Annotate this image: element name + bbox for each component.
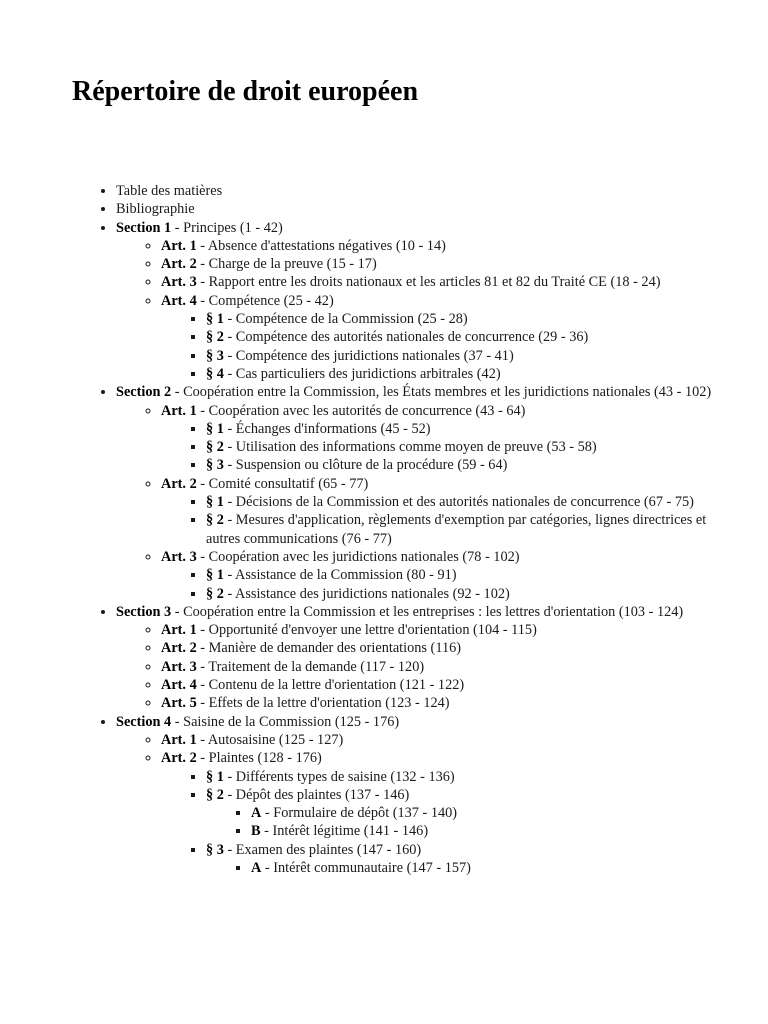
toc-sublist [116, 237, 736, 383]
toc-item-text: - Suspension ou clôture de la procédure (59 - 64) [223, 457, 508, 474]
toc-item-text: - Différents types de saisine (132 - 136) [223, 768, 455, 785]
toc-item-text: - Mesures d'application, règlements d'exemption par catégories, lignes directrices et autres communications (76 - 77) [206, 512, 707, 547]
toc-item-label: § 1 [206, 420, 224, 437]
toc-item[interactable] [161, 292, 736, 383]
toc-item[interactable] [116, 603, 736, 713]
toc-item[interactable] [116, 219, 736, 384]
toc-item-label: Art. 2 [161, 640, 197, 657]
toc-item[interactable] [206, 566, 736, 584]
page-title: Répertoire de droit européen [72, 76, 419, 107]
toc-item-label: Art. 3 [161, 548, 197, 565]
toc-item[interactable] [161, 402, 736, 475]
toc-item[interactable] [161, 548, 736, 603]
toc-item-text: - Absence d'attestations négatives (10 - 14) [196, 237, 446, 254]
toc-item-label: Art. 4 [161, 292, 197, 309]
toc-item-label: Art. 1 [161, 622, 197, 639]
toc-item[interactable] [206, 511, 736, 548]
toc-item-label: Art. 2 [161, 750, 197, 767]
toc-item-label: § 3 [206, 347, 224, 364]
toc-item[interactable] [206, 365, 736, 383]
toc-item-text: - Principes (1 - 42) [171, 219, 283, 236]
toc-item[interactable] [206, 768, 736, 786]
toc-sublist [206, 859, 736, 877]
toc-item[interactable] [206, 310, 736, 328]
toc-item-label: § 2 [206, 585, 224, 602]
toc-item-label: § 2 [206, 512, 224, 529]
toc-item-text: - Saisine de la Commission (125 - 176) [171, 713, 400, 730]
toc-item[interactable] [206, 841, 736, 878]
toc-item[interactable] [116, 182, 736, 200]
toc-sublist [116, 621, 736, 712]
toc-item[interactable] [206, 420, 736, 438]
toc-item-text: - Coopération avec les autorités de concurrence (43 - 64) [196, 402, 526, 419]
toc-item[interactable] [206, 438, 736, 456]
toc-item[interactable] [161, 475, 736, 548]
toc-item-text: - Formulaire de dépôt (137 - 140) [261, 805, 458, 822]
toc-item-label: Art. 1 [161, 237, 197, 254]
toc-sublist [161, 566, 736, 603]
toc-item[interactable] [161, 273, 736, 291]
toc-item-label: Section 1 [116, 219, 172, 236]
toc-item-text: Table des matières [116, 183, 223, 199]
toc-item-label: Art. 3 [161, 658, 197, 675]
toc-item[interactable] [206, 456, 736, 474]
toc-item-text: - Coopération entre la Commission, les États membres et les juridictions nationales (43 - 102) [171, 384, 712, 401]
toc-item-label: A [251, 805, 262, 822]
toc-item-label: Section 4 [116, 713, 172, 730]
toc-item-text: - Compétence (25 - 42) [196, 292, 334, 309]
toc-item[interactable] [206, 328, 736, 346]
toc-item-label: § 4 [206, 365, 224, 382]
toc-item[interactable] [161, 658, 736, 676]
toc-sublist [161, 493, 736, 548]
toc-item-text: - Opportunité d'envoyer une lettre d'orientation (104 - 115) [196, 622, 537, 639]
toc-item[interactable] [116, 200, 736, 218]
toc-item-text: - Charge de la preuve (15 - 17) [196, 256, 377, 273]
toc-item-text: - Dépôt des plaintes (137 - 146) [223, 786, 410, 803]
toc-item-label: § 1 [206, 311, 224, 328]
toc-item-text: - Intérêt légitime (141 - 146) [260, 823, 429, 840]
toc-item-text: - Compétence de la Commission (25 - 28) [223, 311, 468, 328]
toc-item[interactable] [206, 786, 736, 841]
toc-item[interactable] [161, 621, 736, 639]
toc-item[interactable] [206, 493, 736, 511]
toc-item[interactable] [206, 347, 736, 365]
toc-item[interactable] [161, 237, 736, 255]
toc-item-text: - Effets de la lettre d'orientation (123 - 124) [196, 695, 450, 712]
toc-item-label: B [251, 823, 261, 840]
toc-item-text: - Coopération avec les juridictions nationales (78 - 102) [196, 548, 520, 565]
toc-sublist [161, 310, 736, 383]
toc-sublist [116, 402, 736, 603]
toc-item-text: - Coopération entre la Commission et les entreprises : les lettres d'orientation (103 - 124) [171, 603, 684, 620]
toc-item-text: - Contenu de la lettre d'orientation (121 - 122) [196, 677, 465, 694]
toc-item-label: Art. 3 [161, 274, 197, 291]
toc-item[interactable] [116, 713, 736, 878]
toc-item-text: - Décisions de la Commission et des autorités nationales de concurrence (67 - 75) [223, 494, 694, 511]
toc-sublist [161, 768, 736, 878]
toc-item-label: Art. 2 [161, 475, 197, 492]
toc-item[interactable] [251, 822, 736, 840]
toc-item-text: - Intérêt communautaire (147 - 157) [261, 859, 471, 876]
toc-item-label: Art. 1 [161, 402, 197, 419]
table-of-contents [76, 182, 736, 877]
toc-sublist [116, 731, 736, 877]
toc-item-label: Art. 2 [161, 256, 197, 273]
toc-item-label: Art. 4 [161, 677, 197, 694]
toc-item-label: § 1 [206, 567, 224, 584]
toc-item[interactable] [206, 585, 736, 603]
toc-item-text: - Traitement de la demande (117 - 120) [196, 658, 425, 675]
toc-item-text: - Utilisation des informations comme moyen de preuve (53 - 58) [223, 439, 597, 456]
toc-item[interactable] [251, 859, 736, 877]
toc-item-text: - Assistance de la Commission (80 - 91) [223, 567, 457, 584]
toc-item-label: § 2 [206, 329, 224, 346]
toc-sublist [206, 804, 736, 841]
toc-item-label: § 3 [206, 457, 224, 474]
toc-item-label: § 2 [206, 786, 224, 803]
toc-item-text: - Échanges d'informations (45 - 52) [223, 420, 431, 437]
toc-item-text: - Assistance des juridictions nationales (92 - 102) [223, 585, 510, 602]
toc-item[interactable] [116, 383, 736, 603]
toc-item-label: § 1 [206, 494, 224, 511]
toc-item[interactable] [161, 731, 736, 749]
toc-item-text: Bibliographie [116, 201, 195, 218]
toc-item-text: - Plaintes (128 - 176) [196, 750, 322, 767]
toc-item-label: Art. 5 [161, 695, 197, 712]
toc-item-label: A [251, 859, 262, 876]
toc-item-text: - Compétence des autorités nationales de concurrence (29 - 36) [223, 329, 589, 346]
toc-item[interactable] [161, 676, 736, 694]
toc-item[interactable] [161, 639, 736, 657]
toc-item-text: - Manière de demander des orientations (116) [196, 640, 461, 657]
toc-item-label: § 3 [206, 841, 224, 858]
toc-item[interactable] [161, 749, 736, 877]
toc-item-text: - Compétence des juridictions nationales (37 - 41) [223, 347, 514, 364]
toc-item-text: - Cas particuliers des juridictions arbitrales (42) [223, 365, 501, 382]
toc-item-text: - Examen des plaintes (147 - 160) [223, 841, 422, 858]
toc-item-label: § 2 [206, 439, 224, 456]
toc-item-text: - Comité consultatif (65 - 77) [196, 475, 369, 492]
toc-item-label: Section 2 [116, 384, 172, 401]
toc-item-text: - Autosaisine (125 - 127) [196, 731, 344, 748]
toc-item[interactable] [161, 255, 736, 273]
toc-item-label: Art. 1 [161, 731, 197, 748]
toc-item-label: Section 3 [116, 603, 172, 620]
toc-sublist [161, 420, 736, 475]
toc-item-label: § 1 [206, 768, 224, 785]
toc-item-text: - Rapport entre les droits nationaux et les articles 81 et 82 du Traité CE (18 - 24) [196, 274, 661, 291]
toc-item[interactable] [251, 804, 736, 822]
toc-item[interactable] [161, 694, 736, 712]
